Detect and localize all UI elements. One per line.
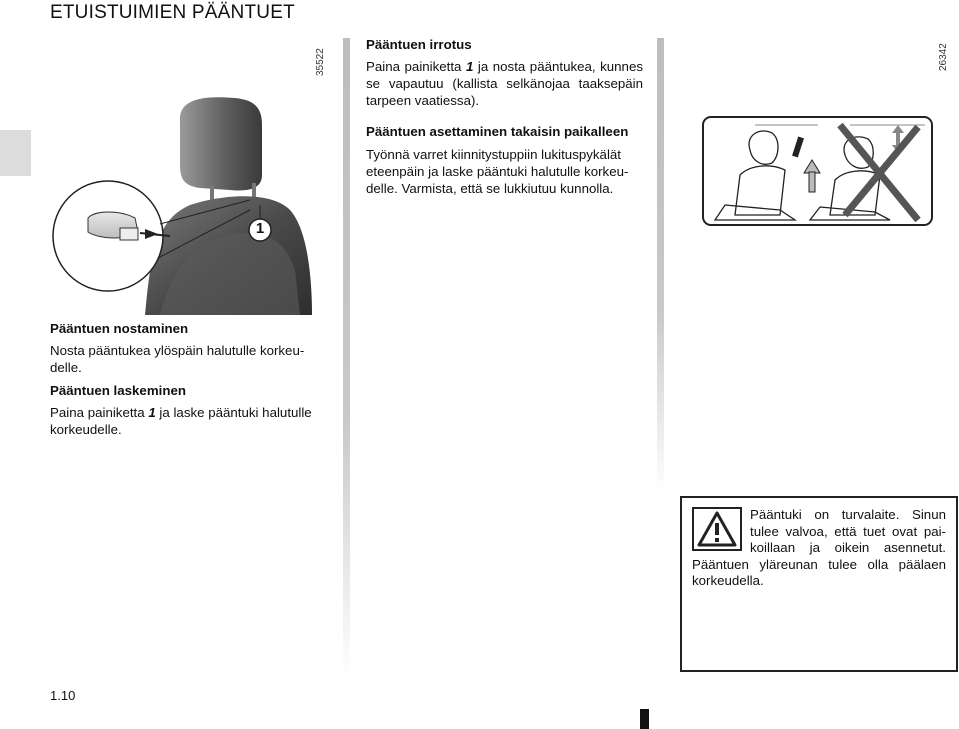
figure-code-right: 26342	[938, 43, 949, 71]
warning-triangle-icon	[692, 507, 742, 551]
left-column-text	[50, 320, 335, 438]
warning-text-block	[692, 507, 946, 590]
section-tab-marker	[0, 130, 31, 176]
headrest-insertion-illustration	[700, 43, 949, 230]
section-heading-refit: Pääntuen asettaminen takaisin paikalleen	[366, 124, 629, 139]
column-divider-left	[343, 38, 350, 678]
text-fragment: ja laske pääntuki halutulle korkeudelle.	[50, 405, 312, 437]
section-text-lower	[50, 404, 335, 438]
button-reference: 1	[465, 59, 474, 74]
text-fragment: Paina painiketta	[50, 405, 149, 420]
middle-column-text	[366, 36, 643, 197]
page-edge-marker	[640, 709, 649, 729]
warning-text: Pääntuki on turvalaite. Sinun tulee valvoa, että tuet ovat pai-koillaan ja oikein asennetut. Pääntuen yläreunan tulee olla päälaen korkeudella.	[692, 507, 946, 589]
section-text-remove	[366, 58, 643, 109]
button-reference: 1	[148, 405, 156, 420]
callout-number-1: 1	[255, 220, 265, 237]
section-heading-remove: Pääntuen irrotus	[366, 37, 472, 52]
section-heading-lower: Pääntuen laskeminen	[50, 383, 186, 398]
headrest-seat-illustration	[50, 40, 340, 320]
section-text-raise: Nosta pääntukea ylöspäin halutulle korkeu-delle.	[50, 343, 305, 375]
column-divider-right	[657, 38, 664, 493]
figure-code-left: 35522	[315, 48, 326, 76]
section-heading-raise: Pääntuen nostaminen	[50, 321, 189, 336]
page-number: 1.10	[50, 688, 76, 703]
section-text-refit: Työnnä varret kiinnitystuppiin lukituspykälät eteenpäin ja laske pääntuki halutulle korkeu-delle. Varmista, että se lukkiutuu kunnolla.	[366, 147, 629, 196]
text-fragment: Paina painiketta	[366, 59, 466, 74]
page-title: ETUISTUIMIEN PÄÄNTUET	[50, 2, 295, 23]
text-fragment: ja nosta pääntukea, kunnes se vapautuu (kallista selkänojaa taaksepäin tarpeen vaatiessa).	[366, 59, 643, 108]
